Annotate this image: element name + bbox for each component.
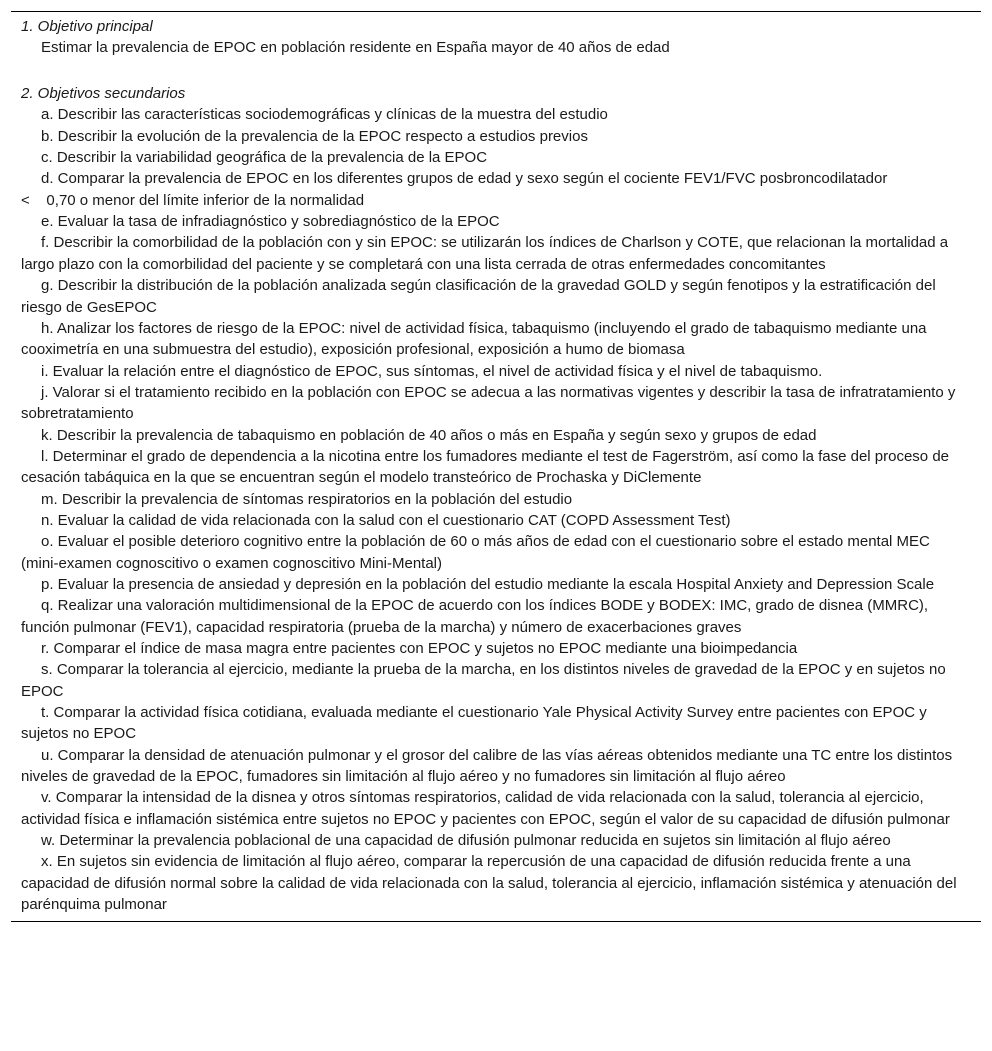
secondary-objectives-list bbox=[21, 104, 981, 915]
objectives-table bbox=[11, 11, 981, 922]
list-item: q. Realizar una valoración multidimensional de la EPOC de acuerdo con los índices BODE y BODEX: IMC, grado de disnea (MMRC), función pulmonar (FEV1), capacidad respiratoria (prueba de la marcha) y número de exacerbaciones graves bbox=[21, 597, 929, 636]
list-item: < 0,70 o menor del límite inferior de la normalidad bbox=[21, 191, 365, 209]
list-item: k. Describir la prevalencia de tabaquismo en población de 40 años o más en España y según sexo y grupos de edad bbox=[41, 426, 817, 444]
list-item: i. Evaluar la relación entre el diagnóstico de EPOC, sus síntomas, el nivel de actividad física y el nivel de tabaquismo. bbox=[41, 362, 823, 380]
list-item: u. Comparar la densidad de atenuación pulmonar y el grosor del calibre de las vías aéreas obtenidos mediante una TC entre los distintos niveles de gravedad de la EPOC, fumadores sin limitación al flujo aéreo y no fumadores sin limitación al flujo aéreo bbox=[21, 746, 953, 786]
list-item: j. Valorar si el tratamiento recibido en la población con EPOC se adecua a las normativas vigentes y describir la tasa de infratratamiento y sobretratamiento bbox=[21, 383, 956, 423]
secondary-objectives-title: 2. Objetivos secundarios bbox=[21, 85, 186, 103]
list-item: o. Evaluar el posible deterioro cognitivo entre la población de 60 o más años de edad con el cuestionario sobre el estado mental MEC (mini-examen cognoscitivo o examen cognoscitivo Mini-Mental) bbox=[21, 533, 930, 572]
list-item: a. Describir las características sociodemográficas y clínicas de la muestra del estudio bbox=[41, 106, 608, 124]
list-item: x. En sujetos sin evidencia de limitación al flujo aéreo, comparar la repercusión de una capacidad de difusión reducida frente a una capacidad de difusión normal sobre la calidad de vida relacionada con la salud, tolerancia al ejercicio, inflamación sistémica y atenuación del parénquima pulmonar bbox=[21, 853, 957, 914]
list-item: n. Evaluar la calidad de vida relacionada con la salud con el cuestionario CAT (COPD Assessment Test) bbox=[41, 511, 731, 529]
list-item: f. Describir la comorbilidad de la población con y sin EPOC: se utilizarán los índices de Charlson y COTE, que relacionan la mortalidad a largo plazo con la comorbilidad del paciente y se completará con una lista cerrada de otras enfermedades concomitantes bbox=[21, 234, 949, 273]
list-item: b. Describir la evolución de la prevalencia de la EPOC respecto a estudios previos bbox=[41, 127, 588, 145]
list-item: g. Describir la distribución de la población analizada según clasificación de la gravedad GOLD y según fenotipos y la estratificación del riesgo de GesEPOC bbox=[21, 277, 936, 316]
list-item: w. Determinar la prevalencia poblacional de una capacidad de difusión pulmonar reducida en sujetos sin limitación al flujo aéreo bbox=[41, 832, 891, 850]
list-item: r. Comparar el índice de masa magra entre pacientes con EPOC y sujetos no EPOC mediante una bioimpedancia bbox=[41, 640, 798, 657]
list-item: d. Comparar la prevalencia de EPOC en los diferentes grupos de edad y sexo según el cociente FEV1/FVC posbroncodilatador bbox=[41, 170, 888, 188]
list-item: h. Analizar los factores de riesgo de la EPOC: nivel de actividad física, tabaquismo (incluyendo el grado de tabaquismo mediante una cooximetría en una submuestra del estudio), exposición profesional, exposición a humo de biomasa bbox=[21, 319, 927, 359]
list-item: t. Comparar la actividad física cotidiana, evaluada mediante el cuestionario Yale Physical Activity Survey entre pacientes con EPOC y sujetos no EPOC bbox=[21, 704, 927, 743]
list-item: m. Describir la prevalencia de síntomas respiratorios en la población del estudio bbox=[41, 490, 573, 508]
section-spacer bbox=[21, 58, 981, 83]
list-item: v. Comparar la intensidad de la disnea y otros síntomas respiratorios, calidad de vida relacionada con la salud, tolerancia al ejercicio, actividad física e inflamación sistémica entre sujetos no EPOC y pacientes con EPOC, según el valor de su capacidad de difusión pulmonar bbox=[21, 789, 950, 828]
list-item: l. Determinar el grado de dependencia a la nicotina entre los fumadores mediante el test de Fagerström, así como la fase del proceso de cesación tabáquica en la que se encuentran según el modelo transteórico de Prochaska y DiClemente bbox=[21, 447, 950, 487]
list-item: c. Describir la variabilidad geográfica de la prevalencia de la EPOC bbox=[41, 149, 488, 167]
main-objective-title: 1. Objetivo principal bbox=[21, 18, 153, 35]
list-item: p. Evaluar la presencia de ansiedad y depresión en la población del estudio mediante la escala Hospital Anxiety and Depression Scale bbox=[41, 575, 935, 593]
list-item: e. Evaluar la tasa de infradiagnóstico y sobrediagnóstico de la EPOC bbox=[41, 213, 500, 231]
list-item: s. Comparar la tolerancia al ejercicio, mediante la prueba de la marcha, en los distintos niveles de gravedad de la EPOC y en sujetos no EPOC bbox=[21, 661, 946, 700]
main-objective-text: Estimar la prevalencia de EPOC en población residente en España mayor de 40 años de edad bbox=[41, 39, 670, 56]
